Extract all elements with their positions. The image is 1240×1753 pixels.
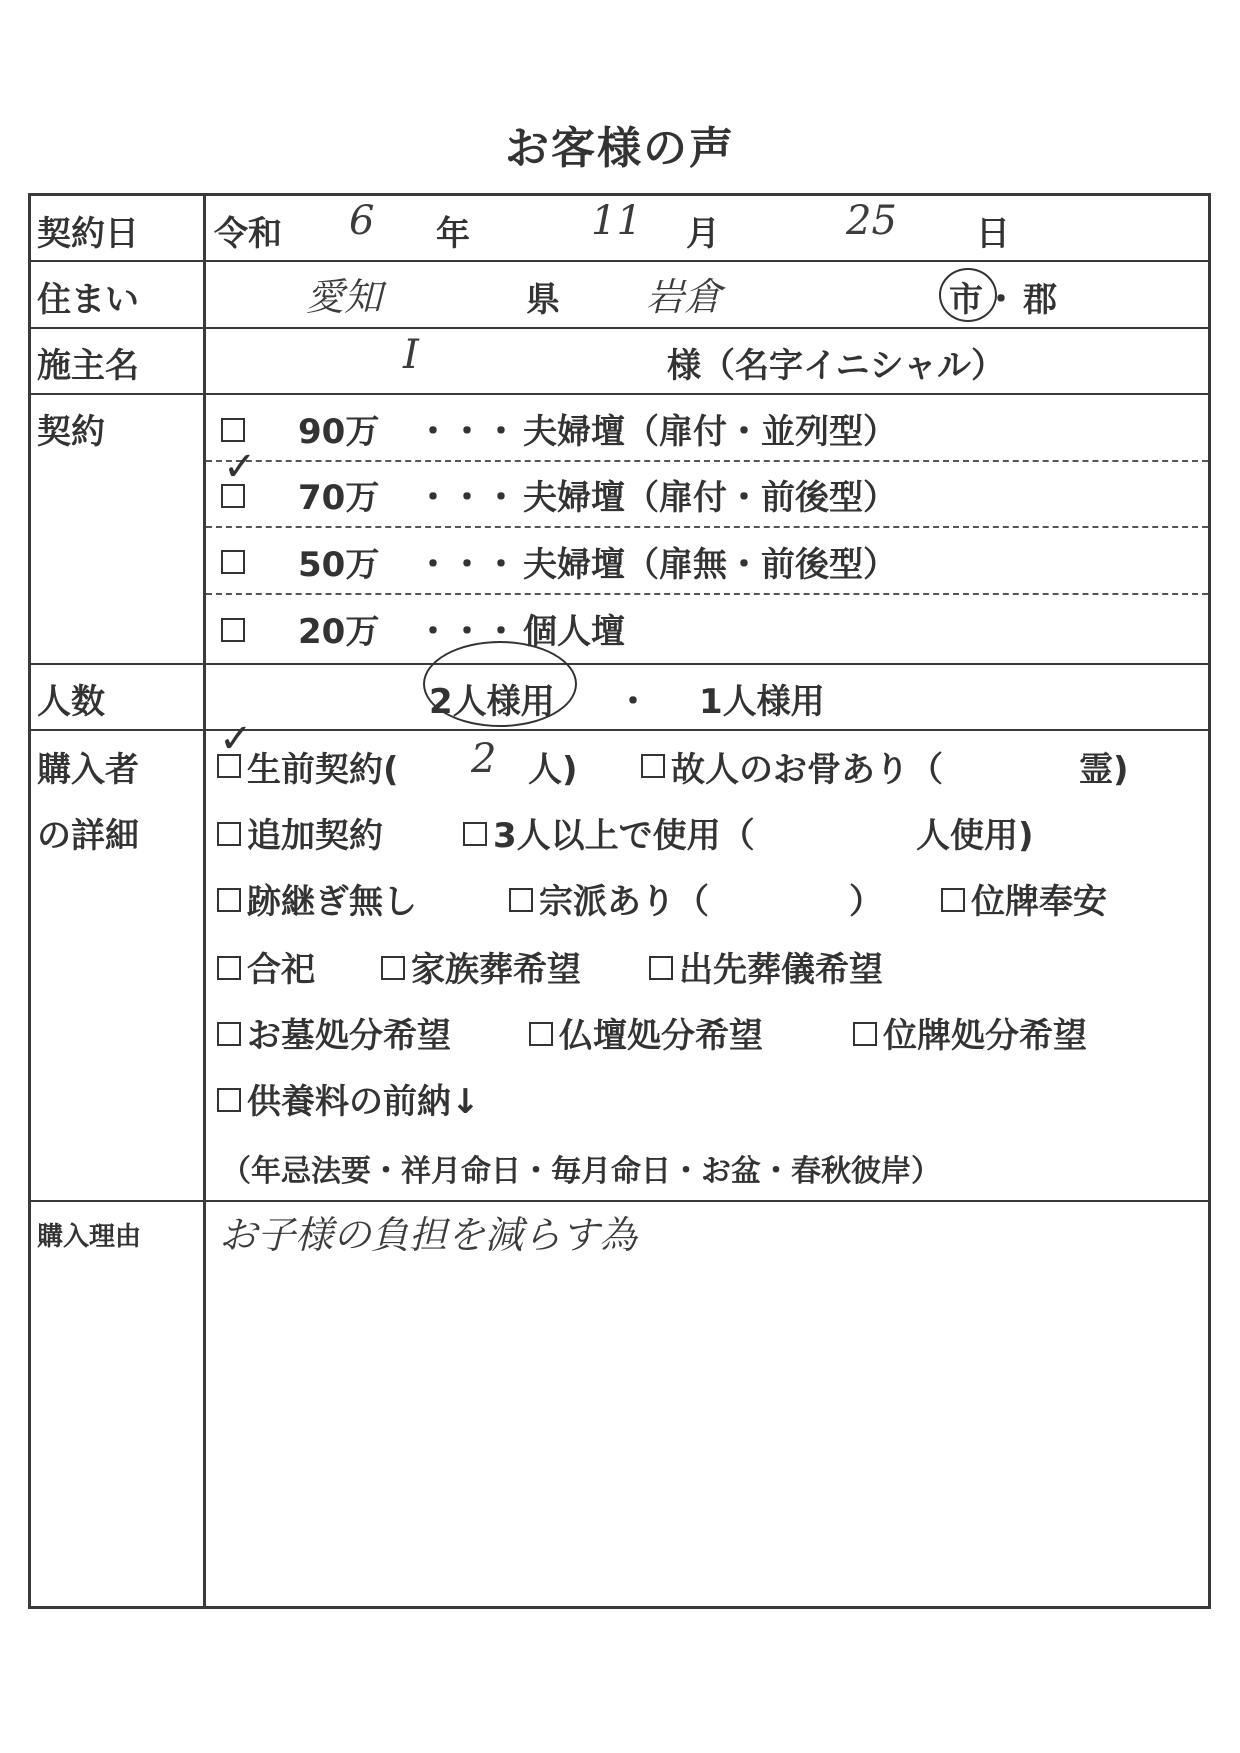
contract-label: 契約	[37, 412, 105, 452]
purchaser-details-label-1: 購入者	[37, 750, 139, 790]
grave-disposal-checkbox[interactable]	[217, 1022, 241, 1046]
city-value[interactable]: 岩倉	[646, 275, 723, 319]
city-option[interactable]: 市	[949, 280, 983, 320]
residence-label: 住まい	[37, 280, 139, 320]
altar-disposal-checkbox[interactable]	[529, 1022, 553, 1046]
purchase-reason-label: 購入理由	[37, 1222, 142, 1252]
prefecture-unit: 県	[526, 280, 560, 320]
option-divider	[206, 593, 1208, 595]
option-50-dots: ・・・	[416, 545, 518, 585]
option-70-dots: ・・・	[416, 478, 518, 518]
family-funeral-label: 家族葬希望	[411, 950, 581, 990]
contract-year-value[interactable]: 6	[349, 198, 375, 244]
outside-funeral-checkbox[interactable]	[649, 956, 673, 980]
pre-need-label: 生前契約(	[247, 750, 399, 790]
option-divider	[206, 460, 1208, 462]
county-option[interactable]: 郡	[1023, 280, 1057, 320]
three-plus-unit: 人使用)	[916, 816, 1034, 856]
three-plus-checkbox[interactable]	[463, 822, 487, 846]
year-unit: 年	[436, 214, 470, 254]
sect-label: 宗派あり（	[539, 882, 709, 922]
option-50-checkbox[interactable]	[221, 550, 245, 574]
option-90-label: 夫婦壇（扉付・並列型）	[523, 412, 897, 452]
no-successor-checkbox[interactable]	[217, 888, 241, 912]
people-count-label: 人数	[37, 682, 105, 722]
row-divider	[31, 1200, 1208, 1202]
city-county-separator: ・	[984, 280, 1018, 320]
owner-name-label: 施主名	[37, 346, 139, 386]
option-70-label: 夫婦壇（扉付・前後型）	[523, 478, 897, 518]
remains-label: 故人のお骨あり（	[671, 750, 943, 790]
additional-contract-checkbox[interactable]	[217, 822, 241, 846]
option-70-price: 70万	[298, 478, 380, 518]
month-unit: 月	[686, 214, 720, 254]
prefecture-value[interactable]: 愛知	[306, 275, 383, 319]
contract-month-value[interactable]: 11	[591, 198, 642, 244]
tablet-enshrine-label: 位牌奉安	[971, 882, 1107, 922]
option-90-checkbox[interactable]	[221, 418, 245, 442]
outside-funeral-label: 出先葬儀希望	[679, 950, 883, 990]
prepay-note: （年忌法要・祥月命日・毎月命日・お盆・春秋彼岸）	[221, 1154, 941, 1189]
option-50-label: 夫婦壇（扉無・前後型）	[523, 545, 897, 585]
row-divider	[31, 327, 1208, 329]
option-50-price: 50万	[298, 545, 380, 585]
owner-initial-value[interactable]: I	[403, 332, 419, 378]
prepay-checkbox[interactable]	[217, 1088, 241, 1112]
grave-disposal-label: お墓処分希望	[247, 1016, 451, 1056]
label-column-divider	[203, 196, 206, 1606]
row-divider	[31, 393, 1208, 395]
era-label: 令和	[214, 214, 282, 254]
pre-need-unit: 人)	[528, 750, 578, 790]
prepay-label: 供養料の前納↓	[247, 1082, 480, 1122]
two-person-option[interactable]: 2人様用	[429, 682, 555, 722]
contract-day-value[interactable]: 25	[846, 198, 897, 244]
no-successor-label: 跡継ぎ無し	[247, 882, 417, 922]
purchaser-details-label-2: の詳細	[37, 816, 139, 856]
joint-burial-checkbox[interactable]	[217, 956, 241, 980]
altar-disposal-label: 仏壇処分希望	[559, 1016, 763, 1056]
tablet-disposal-checkbox[interactable]	[853, 1022, 877, 1046]
option-20-dots: ・・・	[416, 612, 518, 652]
owner-name-suffix: 様（名字イニシャル）	[667, 346, 1005, 386]
check-mark-icon: ✓	[223, 444, 257, 490]
one-person-option[interactable]: 1人様用	[699, 682, 825, 722]
pre-need-count-value[interactable]: 2	[471, 736, 497, 782]
tablet-enshrine-checkbox[interactable]	[941, 888, 965, 912]
option-20-label: 個人壇	[523, 612, 625, 652]
day-unit: 日	[976, 214, 1010, 254]
check-mark-icon: ✓	[219, 716, 253, 762]
row-divider	[31, 663, 1208, 665]
customer-voice-form	[28, 193, 1211, 1609]
option-divider	[206, 526, 1208, 528]
tablet-disposal-label: 位牌処分希望	[883, 1016, 1087, 1056]
contract-date-label: 契約日	[37, 214, 139, 254]
purchase-reason-value[interactable]: お子様の負担を減らす為	[219, 1213, 638, 1257]
option-20-price: 20万	[298, 612, 380, 652]
people-count-separator: ・	[616, 682, 650, 722]
family-funeral-checkbox[interactable]	[381, 956, 405, 980]
additional-contract-label: 追加契約	[247, 816, 383, 856]
option-90-price: 90万	[298, 412, 380, 452]
remains-checkbox[interactable]	[641, 754, 665, 778]
sect-close: ）	[849, 882, 883, 922]
option-20-checkbox[interactable]	[221, 618, 245, 642]
row-divider	[31, 260, 1208, 262]
joint-burial-label: 合祀	[247, 950, 315, 990]
three-plus-label: 3人以上で使用（	[493, 816, 755, 856]
sect-checkbox[interactable]	[509, 888, 533, 912]
option-90-dots: ・・・	[416, 412, 518, 452]
remains-unit: 霊)	[1079, 750, 1129, 790]
row-divider	[31, 729, 1208, 731]
page-title: お客様の声	[505, 123, 735, 174]
